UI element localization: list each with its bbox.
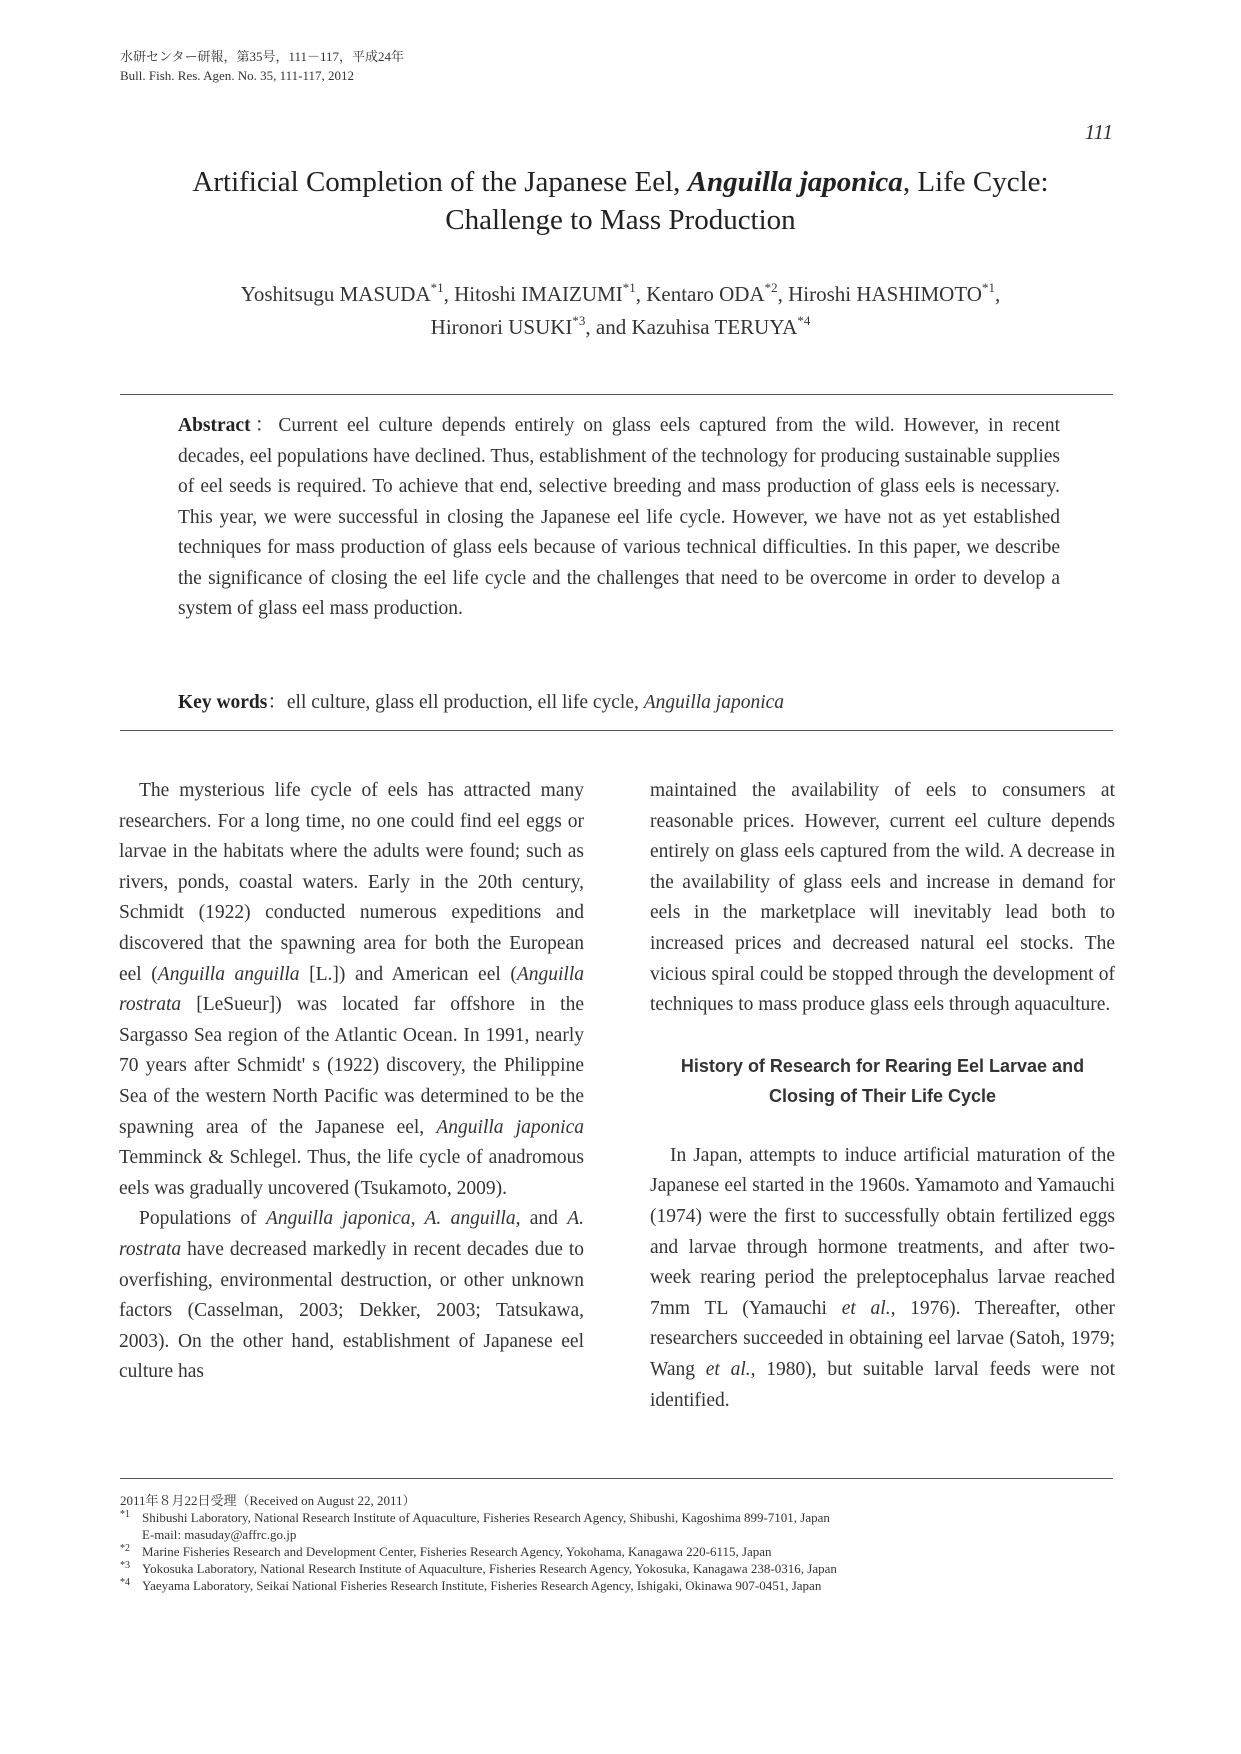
affiliation-mark: *3 bbox=[572, 313, 586, 328]
footnote: *4 Yaeyama Laboratory, Seikai National Fisheries Research Institute, Fisheries Research Agency, Ishigaki, Okinawa 907-0451, Japan bbox=[120, 1577, 822, 1593]
body-column-right bbox=[650, 776, 1115, 1416]
footnote: *1 Shibushi Laboratory, National Research Institute of Aquaculture, Fisheries Research Agency, Shibushi, Kagoshima 899-7101, Japan E-mail: masuday@affrc.go.jp bbox=[120, 1509, 830, 1542]
journal-citation-jp: 水研センター研報，第35号，111－117，平成24年 bbox=[120, 49, 405, 64]
page-number: 111 bbox=[1084, 120, 1113, 144]
affiliation-mark: *1 bbox=[981, 280, 995, 295]
author: Kazuhisa TERUYA bbox=[631, 315, 798, 339]
affiliation-mark: *2 bbox=[764, 280, 778, 295]
paragraph-populations: Populations of Anguilla japonica, A. anguilla, and A. rostrata have decreased markedly in recent decades due to overfishing, environmental destruction, or other unknown factors (Casselman, 2003; Dekker, 2003; Tatsukawa, 2003). On the other hand, establishment of Japanese eel culture has bbox=[119, 1208, 585, 1383]
divider-bottom bbox=[120, 730, 1113, 731]
footnote-rule bbox=[120, 1478, 1113, 1479]
keywords-label: Key words bbox=[178, 692, 268, 713]
journal-citation-en: Bull. Fish. Res. Agen. No. 35, 111-117, 2012 bbox=[120, 68, 355, 83]
paragraph-intro: The mysterious life cycle of eels has attracted many researchers. For a long time, no one could find eel eggs or larvae in the habitats where the adults were found; such as rivers, ponds, coastal waters. Early in the 20th century, Schmidt (1922) conducted numerous expeditions and discovered that the spawning area for both the European eel (Anguilla anguilla [L.]) and American eel (Anguilla rostrata [LeSueur]) was located far offshore in the Sargasso Sea region of the Atlantic Ocean. In 1991, nearly 70 years after Schmidt' s (1922) discovery, the Philippine Sea of the western North Pacific was determined to be the spawning area of the Japanese eel, Anguilla japonica Temminck & Schlegel. Thus, the life cycle of anadromous eels was gradually uncovered (Tsukamoto, 2009). bbox=[119, 780, 584, 1199]
affiliation-mark: *4 bbox=[797, 313, 811, 328]
paper-title: Artificial Completion of the Japanese Eel, Anguilla japonica, Life Cycle: Challenge to Mass Production bbox=[192, 166, 1049, 236]
footnote: *3 Yokosuka Laboratory, National Research Institute of Aquaculture, Fisheries Research Agency, Yokosuka, Kanagawa 238-0316, Japan bbox=[120, 1560, 837, 1576]
footnotes bbox=[120, 1492, 1120, 1594]
paragraph-history: In Japan, attempts to induce artificial maturation of the Japanese eel started in the 1960s. Yamamoto and Yamauchi (1974) were the first to successfully obtain fertilized eggs and larvae through hormone treatments, and after two-week rearing period the preleptocephalus larvae reached 7mm TL (Yamauchi et al., 1976). Thereafter, other researchers succeeded in obtaining eel larvae (Satoh, 1979; Wang et al., 1980), but suitable larval feeds were not identified. bbox=[650, 1144, 1116, 1411]
title-species: Anguilla japonica bbox=[687, 166, 903, 198]
affiliation-mark: *1 bbox=[622, 280, 636, 295]
author: Kentaro ODA bbox=[646, 282, 765, 306]
keywords: Key words：ell culture, glass ell production, ell life cycle, Anguilla japonica bbox=[178, 692, 785, 713]
abstract-text: Current eel culture depends entirely on glass eels captured from the wild. However, in recent decades, eel populations have declined. Thus, establishment of the technology for producing sustainable supplies of eel seeds is required. To achieve that end, selective breeding and mass production of glass eels is necessary. This year, we were successful in closing the Japanese eel life cycle. However, we have not as yet established techniques for mass production of glass eels because of various technical difficulties. In this paper, we describe the significance of closing the eel life cycle and the challenges that need to be overcome in order to develop a system of glass eel mass production. bbox=[178, 415, 1060, 619]
divider-top bbox=[120, 394, 1113, 395]
keywords-species: Anguilla japonica bbox=[643, 692, 785, 713]
author: Hiroshi HASHIMOTO bbox=[788, 282, 982, 306]
section-heading: History of Research for Rearing Eel Larvae and Closing of Their Life Cycle bbox=[680, 1055, 1085, 1106]
affiliation-mark: *1 bbox=[430, 280, 444, 295]
author-list: Yoshitsugu MASUDA$^{*1}$, Hitoshi IMAIZUMI$^{*1}$, Kentaro ODA$^{*2}$, Hiroshi HASHIMOTO$^{*1}$, Hironori USUKI$^{*3}$, and Kazuhisa TERUYA$^{*4}$ bbox=[240, 280, 1001, 339]
body-column-left bbox=[119, 776, 584, 1388]
author: Hitoshi IMAIZUMI bbox=[454, 282, 623, 306]
journal-header bbox=[120, 47, 404, 85]
abstract: Abstract：Current eel culture depends entirely on glass eels captured from the wild. However, in recent decades, eel populations have declined. Thus, establishment of the technology for producing sustainable supplies of eel seeds is required. To achieve that end, selective breeding and mass production of glass eels is necessary. This year, we were successful in closing the Japanese eel life cycle. However, we have not as yet established techniques for mass production of glass eels because of various technical difficulties. In this paper, we describe the significance of closing the eel life cycle and the challenges that need to be overcome in order to develop a system of glass eel mass production. bbox=[178, 415, 1060, 619]
author: Hironori USUKI bbox=[430, 315, 573, 339]
email: E-mail: masuday@affrc.go.jp bbox=[142, 1527, 297, 1542]
keywords-text: ell culture, glass ell production, ell life cycle, bbox=[286, 692, 644, 713]
author: Yoshitsugu MASUDA bbox=[240, 282, 431, 306]
abstract-label: Abstract bbox=[178, 415, 251, 436]
paragraph-populations-continued: maintained the availability of eels to consumers at reasonable prices. However, current eel culture depends entirely on glass eels captured from the wild. A decrease in the availability of glass eels and increase in demand for eels in the marketplace will inevitably lead both to increased prices and decreased natural eel stocks. The vicious spiral could be stopped through the development of techniques to mass produce glass eels through aquaculture. bbox=[650, 780, 1115, 1016]
received-date: 2011年８月22日受理（Received on August 22, 2011） bbox=[120, 1493, 416, 1508]
footnote: *2 Marine Fisheries Research and Development Center, Fisheries Research Agency, Yokohama, Kanagawa 220-6115, Japan bbox=[120, 1543, 772, 1559]
